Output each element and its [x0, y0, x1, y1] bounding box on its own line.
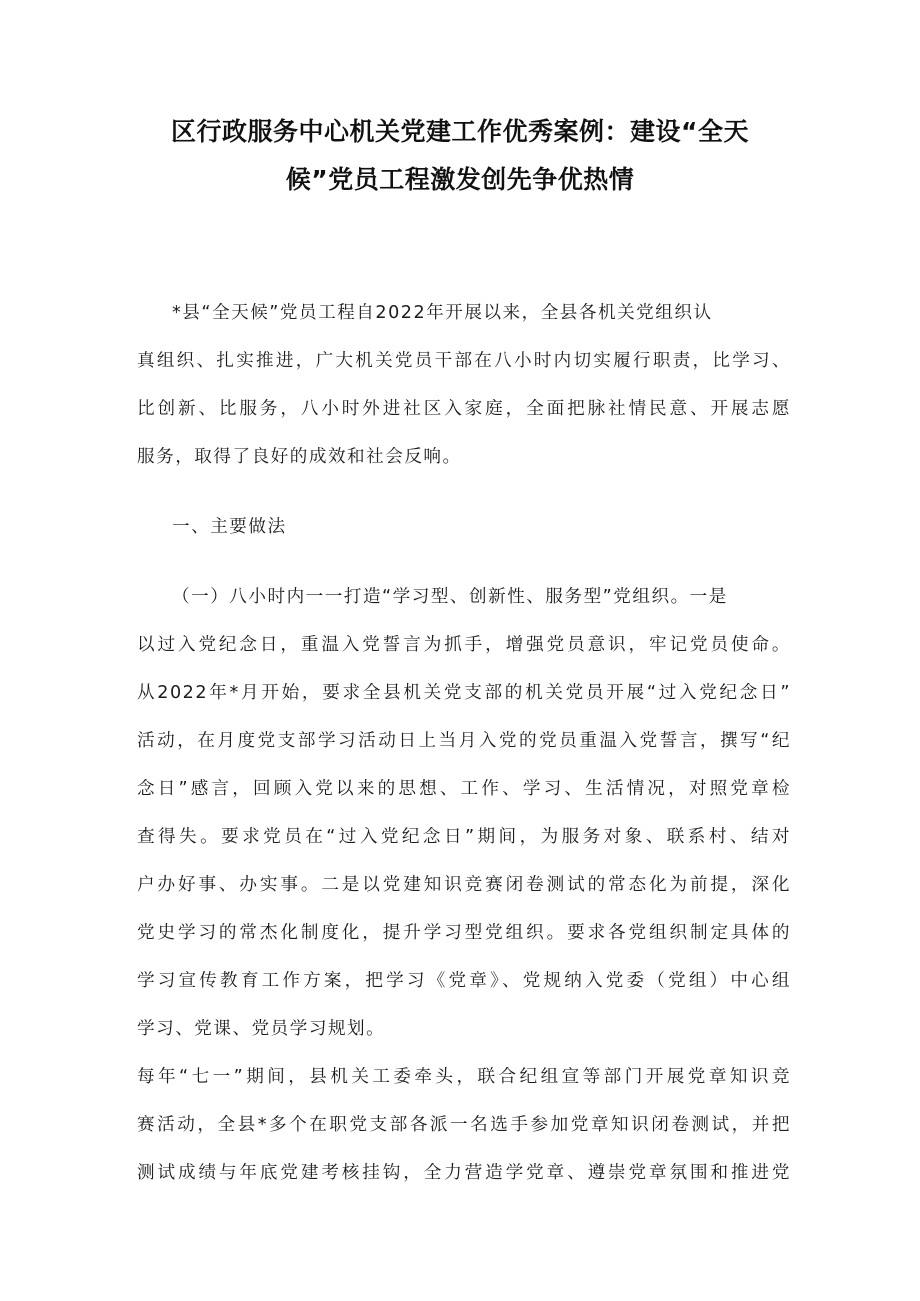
body-line: 服务，取得了良好的成效和社会反响。	[137, 447, 462, 467]
body-line: 从2022年*月开始，要求全县机关党支部的机关党员开展“过入党纪念日”	[137, 683, 791, 703]
title-line-2: 候”党员工程激发创先争优热情	[285, 165, 635, 194]
body-line: 每年“七一”期间，县机关工委牵头，联合纪组宣等部门开展党章知识竞	[137, 1067, 791, 1087]
section-heading: 一、主要做法	[172, 517, 287, 537]
body-line: 户办好事、办实事。二是以党建知识竞赛闭卷测试的常态化为前提，深化	[137, 875, 791, 895]
body-line: 学习、党课、党员学习规划。	[137, 1019, 386, 1039]
document-title	[130, 108, 790, 204]
title-line-1: 区行政服务中心机关党建工作优秀案例：建设“全天	[171, 117, 749, 146]
body-line: 学习宣传教育工作方案，把学习《党章》、党规纳入党委（党组）中心组	[137, 971, 791, 991]
body-line: 活动，在月度党支部学习活动日上当月入党的党员重温入党誓言，撰写“纪	[137, 731, 791, 751]
body-line: （一）八小时内一一打造“学习型、创新性、服务型”党组织。一是	[172, 587, 728, 607]
body-line: 比创新、比服务，八小时外进社区入家庭，全面把脉社情民意、开展志愿	[137, 399, 791, 419]
body-line: 查得失。要求党员在“过入党纪念日”期间，为服务对象、联系村、结对	[137, 827, 791, 847]
body-line: 以过入党纪念日，重温入党誓言为抓手，增强党员意识，牢记党员使命。	[137, 635, 791, 655]
body-line: 党史学习的常杰化制度化，提升学习型党组织。要求各党组织制定具体的	[137, 923, 791, 943]
body-line: 念日”感言，回顾入党以来的思想、工作、学习、生活情况，对照党章检	[137, 779, 791, 799]
body-line: *县“全天候”党员工程自2022年开展以来，全县各机关党组织认	[172, 303, 713, 323]
body-line: 测试成绩与年底党建考核挂钩，全力营造学党章、遵崇党章氛围和推进党	[137, 1163, 791, 1183]
body-line: 赛活动，全县*多个在职党支部各派一名选手参加党章知识闭卷测试，并把	[137, 1115, 791, 1135]
body-line: 真组织、扎实推进，广大机关党员干部在八小时内切实履行职责，比学习、	[137, 351, 791, 371]
